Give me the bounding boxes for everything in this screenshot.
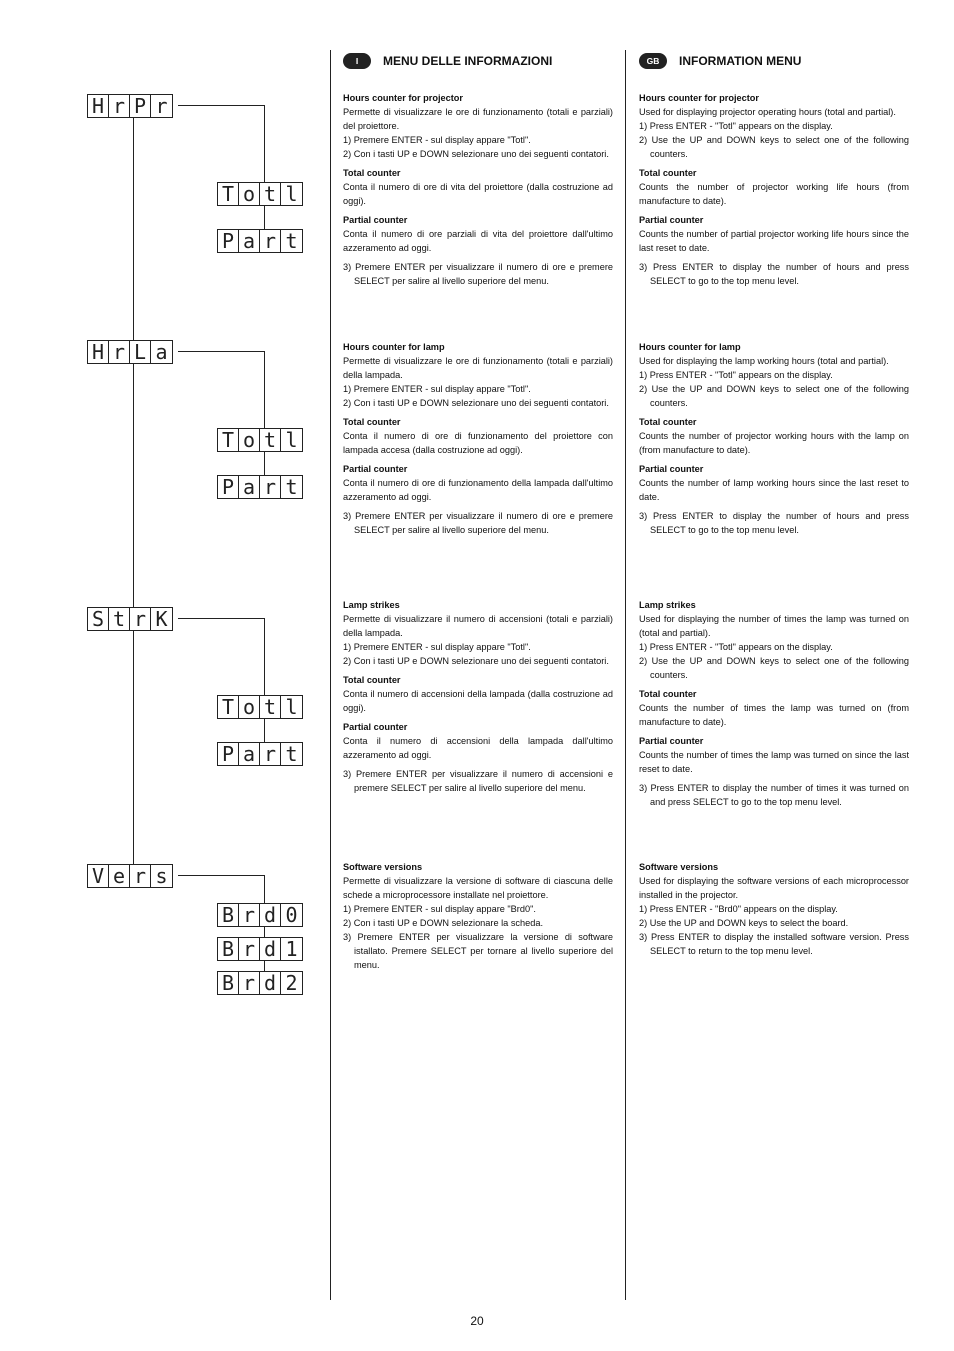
subheading: Total counter [639, 689, 697, 699]
it-section-projector-hours [343, 91, 613, 288]
step: 1) Premere ENTER - sul display appare "Totl". [343, 135, 531, 145]
step: 1) Press ENTER - "Brd0" appears on the display. [639, 904, 838, 914]
lcd-char: P [130, 95, 151, 117]
step: 2) Use the UP and DOWN keys to select one of the following counters. [639, 384, 909, 408]
lcd-char: B [218, 904, 239, 926]
paragraph: Conta il numero di accensioni della lampada dall'ultimo azzeramento ad oggi. [343, 736, 613, 760]
lcd-char: r [130, 608, 151, 630]
lcd-char: t [109, 608, 130, 630]
lcd-totl [217, 428, 303, 452]
connector-line [264, 206, 265, 229]
lcd-char: d [260, 972, 281, 994]
lcd-char: o [239, 696, 260, 718]
step: 3) Premere ENTER per visualizzare il numero di ore e premere SELECT per salire al livello superiore del menu. [343, 511, 613, 535]
section-heading: Hours counter for projector [343, 93, 463, 103]
lcd-char: d [260, 938, 281, 960]
tree-trunk-line [133, 117, 134, 864]
step: 2) Con i tasti UP e DOWN selezionare uno dei seguenti contatori. [343, 656, 609, 666]
lcd-char: T [218, 183, 239, 205]
lcd-char: a [239, 743, 260, 765]
lcd-char: d [260, 904, 281, 926]
lcd-strk [87, 607, 173, 631]
lcd-char: P [218, 230, 239, 252]
subheading: Total counter [343, 168, 401, 178]
section-heading: Hours counter for lamp [343, 342, 445, 352]
lcd-char: a [155, 340, 168, 364]
lcd-char: V [88, 865, 109, 887]
lcd-char: T [218, 429, 239, 451]
subheading: Partial counter [639, 215, 704, 225]
lcd-part [217, 742, 303, 766]
paragraph: Conta il numero di accensioni della lampada (dalla costruzione ad oggi). [343, 689, 613, 713]
connector-line [178, 105, 265, 106]
column-divider [625, 50, 626, 1300]
paragraph: Counts the number of partial projector working life hours since the last reset to date. [639, 229, 909, 253]
section-intro: Permette di visualizzare le ore di funzionamento (totali e parziali) della lampada. [343, 356, 613, 380]
lcd-char: t [260, 429, 281, 451]
lcd-part [217, 475, 303, 499]
menu-tree-diagram [0, 0, 330, 1300]
lcd-char: S [88, 608, 109, 630]
english-title: INFORMATION MENU [679, 54, 802, 68]
section-intro: Permette di visualizzare la versione di software di ciascuna delle schede a microprocessore installate nel proiettore. [343, 876, 613, 900]
it-section-software [343, 860, 613, 972]
paragraph: Conta il numero di ore parziali di vita del proiettore dall'ultimo azzeramento ad oggi. [343, 229, 613, 253]
step: 3) Premere ENTER per visualizzare la versione di software istallato. Premere SELECT per tornare al livello superiore del menu. [343, 932, 613, 970]
lcd-char: H [88, 95, 109, 117]
lcd-totl [217, 695, 303, 719]
paragraph: Conta il numero di ore di funzionamento del proiettore con lampada accesa (dalla costruzione ad oggi). [343, 431, 613, 455]
lcd-char: t [285, 475, 298, 499]
english-header [639, 53, 801, 69]
lcd-char: K [155, 607, 168, 631]
step: 2) Use the UP and DOWN keys to select one of the following counters. [639, 135, 909, 159]
subheading: Partial counter [343, 722, 408, 732]
lcd-char: 2 [285, 971, 298, 995]
connector-line [178, 351, 265, 352]
section-intro: Used for displaying the number of times the lamp was turned on (total and partial). [639, 614, 909, 638]
lcd-char: r [109, 95, 130, 117]
lcd-char: l [285, 182, 298, 206]
italian-header [343, 53, 552, 69]
section-heading: Lamp strikes [639, 600, 696, 610]
lcd-hrla [87, 340, 173, 364]
section-heading: Software versions [343, 862, 423, 872]
lcd-char: 1 [285, 937, 298, 961]
step: 3) Premere ENTER per visualizzare il numero di ore e premere SELECT per salire al livello superiore del menu. [343, 262, 613, 286]
it-section-lamp-hours [343, 340, 613, 537]
paragraph: Counts the number of lamp working hours since the last reset to date. [639, 478, 909, 502]
lcd-char: r [260, 743, 281, 765]
lcd-char: P [218, 743, 239, 765]
connector-line [264, 351, 265, 428]
lcd-char: r [260, 476, 281, 498]
section-heading: Lamp strikes [343, 600, 400, 610]
lcd-brd1 [217, 937, 303, 961]
step: 1) Press ENTER - "Totl" appears on the display. [639, 370, 833, 380]
step: 3) Press ENTER to display the number of times it was turned on and press SELECT to go to the top menu level. [639, 783, 909, 807]
lcd-char: l [285, 428, 298, 452]
connector-line [264, 618, 265, 695]
lcd-char: r [130, 865, 151, 887]
paragraph: Counts the number of times the lamp was turned on (from manufacture to date). [639, 703, 909, 727]
lcd-totl [217, 182, 303, 206]
lcd-hrpr [87, 94, 173, 118]
lcd-char: r [109, 341, 130, 363]
paragraph: Conta il numero di ore di funzionamento della lampada dall'ultimo azzeramento ad oggi. [343, 478, 613, 502]
subheading: Total counter [639, 168, 697, 178]
gb-section-projector-hours [639, 91, 909, 288]
paragraph: Counts the number of projector working hours with the lamp on (from manufacture to date). [639, 431, 909, 455]
lcd-char: r [239, 972, 260, 994]
paragraph: Counts the number of times the lamp was turned on since the last reset to date. [639, 750, 909, 774]
gb-section-lamp-strikes [639, 598, 909, 809]
lcd-char: L [130, 341, 151, 363]
lcd-char: o [239, 183, 260, 205]
lcd-char: t [285, 742, 298, 766]
subheading: Partial counter [343, 464, 408, 474]
lcd-brd0 [217, 903, 303, 927]
lcd-char: r [260, 230, 281, 252]
step: 1) Premere ENTER - sul display appare "Totl". [343, 642, 531, 652]
section-intro: Permette di visualizzare le ore di funzionamento (totali e parziali) del proiettore. [343, 107, 613, 131]
lcd-char: t [260, 183, 281, 205]
gb-section-lamp-hours [639, 340, 909, 537]
italian-title: MENU DELLE INFORMAZIONI [383, 54, 553, 68]
connector-line [178, 618, 265, 619]
lcd-char: r [155, 94, 168, 118]
step: 2) Use the UP and DOWN keys to select the board. [639, 918, 849, 928]
step: 1) Premere ENTER - sul display appare "Brd0". [343, 904, 536, 914]
lang-badge-i: I [343, 53, 371, 69]
lcd-char: T [218, 696, 239, 718]
lcd-char: e [109, 865, 130, 887]
connector-line [264, 875, 265, 903]
subheading: Partial counter [639, 464, 704, 474]
section-heading: Hours counter for projector [639, 93, 759, 103]
lcd-char: o [239, 429, 260, 451]
lcd-char: s [155, 864, 168, 888]
subheading: Total counter [639, 417, 697, 427]
lcd-char: l [285, 695, 298, 719]
step: 3) Press ENTER to display the number of hours and press SELECT to go to the top menu level. [639, 511, 909, 535]
connector-line [264, 961, 265, 971]
step: 2) Con i tasti UP e DOWN selezionare uno dei seguenti contatori. [343, 149, 609, 159]
section-intro: Used for displaying the software versions of each microprocessor installed in the projector. [639, 876, 909, 900]
step: 1) Premere ENTER - sul display appare "Totl". [343, 384, 531, 394]
lcd-char: a [239, 230, 260, 252]
subheading: Total counter [343, 417, 401, 427]
lcd-char: r [239, 938, 260, 960]
italian-column [343, 53, 613, 993]
lang-badge-gb: GB [639, 53, 667, 69]
lcd-char: 0 [285, 903, 298, 927]
connector-line [264, 105, 265, 182]
paragraph: Counts the number of projector working life hours (from manufacture to date). [639, 182, 909, 206]
lcd-char: r [239, 904, 260, 926]
lcd-part [217, 229, 303, 253]
gb-section-software [639, 860, 909, 958]
column-divider [330, 50, 331, 1300]
step: 3) Premere ENTER per visualizzare il numero di accensioni e premere SELECT per salire al livello superiore del menu. [343, 769, 613, 793]
subheading: Total counter [343, 675, 401, 685]
lcd-char: B [218, 938, 239, 960]
lcd-char: P [218, 476, 239, 498]
step: 2) Con i tasti UP e DOWN selezionare la scheda. [343, 918, 543, 928]
page-number: 20 [470, 1314, 484, 1328]
subheading: Partial counter [343, 215, 408, 225]
section-intro: Permette di visualizzare il numero di accensioni (totali e parziali) della lampada. [343, 614, 613, 638]
connector-line [264, 927, 265, 937]
english-column [639, 53, 909, 993]
step: 3) Press ENTER to display the number of hours and press SELECT to go to the top menu level. [639, 262, 909, 286]
section-intro: Used for displaying the lamp working hours (total and partial). [639, 356, 889, 366]
connector-line [178, 875, 265, 876]
step: 1) Press ENTER - "Totl" appears on the display. [639, 121, 833, 131]
it-section-lamp-strikes [343, 598, 613, 795]
lcd-char: a [239, 476, 260, 498]
lcd-vers [87, 864, 173, 888]
paragraph: Conta il numero di ore di vita del proiettore (dalla costruzione ad oggi). [343, 182, 613, 206]
section-heading: Software versions [639, 862, 719, 872]
subheading: Partial counter [639, 736, 704, 746]
connector-line [264, 719, 265, 742]
section-intro: Used for displaying projector operating hours (total and partial). [639, 107, 896, 117]
step: 3) Press ENTER to display the installed software version. Press SELECT to return to the top menu level. [639, 932, 909, 956]
section-heading: Hours counter for lamp [639, 342, 741, 352]
step: 2) Use the UP and DOWN keys to select one of the following counters. [639, 656, 909, 680]
connector-line [264, 452, 265, 475]
lcd-char: B [218, 972, 239, 994]
lcd-brd2 [217, 971, 303, 995]
step: 2) Con i tasti UP e DOWN selezionare uno dei seguenti contatori. [343, 398, 609, 408]
lcd-char: H [88, 341, 109, 363]
lcd-char: t [285, 229, 298, 253]
lcd-char: t [260, 696, 281, 718]
step: 1) Press ENTER - "Totl" appears on the display. [639, 642, 833, 652]
